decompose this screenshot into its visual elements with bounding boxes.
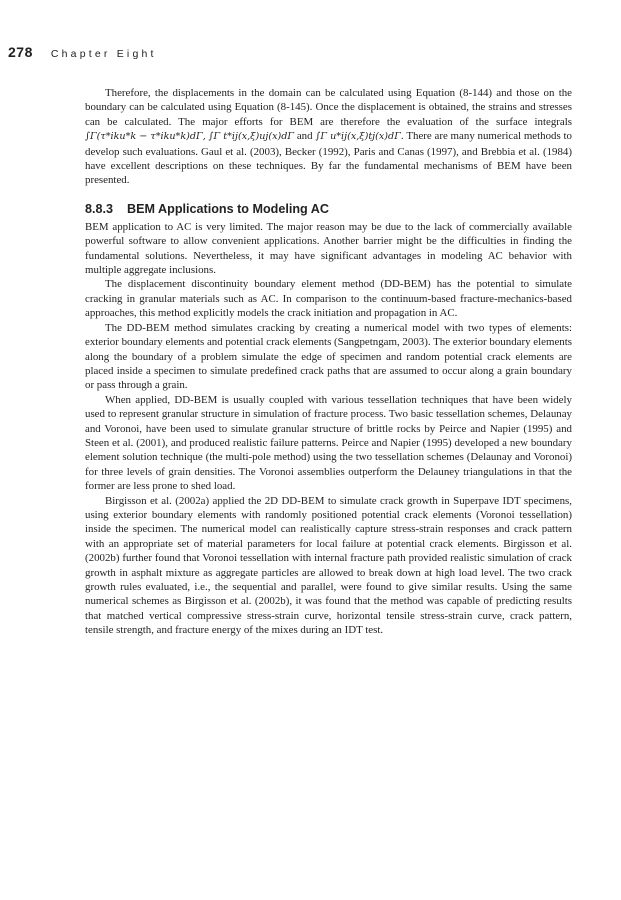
body-paragraph: BEM application to AC is very limited. The major reason may be due to the lack of commercially available powerful software to allow convenient applications. Another barrier might be the difficulties in finding the fundamental solutions. Nevertheless, it may have significant advantages in modeling AC behavior with multiple aggregate inclusions. bbox=[85, 220, 572, 277]
section-number: 8.8.3 bbox=[85, 201, 114, 216]
body-paragraph: Birgisson et al. (2002a) applied the 2D DD-BEM to simulate crack growth in Superpave IDT specimens, using exterior boundary elements with randomly positioned potential crack elements (Voronoi tessellation) inside the specimen. The numerical model can realistically capture stress-strain responses and crack pattern with an appropriate set of material parameters for local failure at potential crack elements. Birgisson et al. (2002b) further found that Voronoi tessellation with internal fracture path provided realistic simulation of crack growth in asphalt mixture as aggregate particles are allowed to break down at high load level. The two crack growth rules evaluated, i.e., the sequential and parallel, were found to give similar results. Using the same numerical schemes as Birgisson et al. (2002b), it was found that the method was capable of predicting results that matched vertical compressive stress-strain curve, horizontal tensile stress-strain curve, crack pattern, tensile strength, and fracture energy of the mixes during an IDT test. bbox=[85, 494, 572, 637]
page-body bbox=[85, 86, 572, 638]
body-paragraph: The DD-BEM method simulates cracking by creating a numerical model with two types of elements: exterior boundary elements and potential crack elements (Sangpetngam, 2003). The exterior boundary elements along the boundary of a problem simulate the edge of specimen and random potential crack elements are placed inside a specimen to simulate predefined crack paths that are assumed to occur along a grain boundary or pass through a grain. bbox=[85, 321, 572, 392]
surface-integral-1: ∫Γ(τ*iku*k − τ*iku*k)dΓ, bbox=[85, 131, 206, 143]
and-word: and bbox=[296, 130, 313, 143]
section-heading bbox=[85, 201, 572, 217]
section-title: BEM Applications to Modeling AC bbox=[127, 201, 329, 216]
intro-text-start: Therefore, the displacements in the domain can be calculated using Equation (8-144) and those on the boundary can be calculated using Equation (8-145). Once the displacement is obtained, the strains and stresses can be calculated. The major efforts for BEM are therefore the evaluation of the surface integrals bbox=[85, 87, 572, 128]
body-paragraph: When applied, DD-BEM is usually coupled with various tessellation techniques that have been widely used to represent granular structure in simulation of fracture process. Two basic tessellation schemes, Delaunay and Voronoi, have been used to simulate granular structure of brittle rocks by Peirce and Napier (1995) and Steen et al. (2001), and produced realistic failure patterns. Peirce and Napier (1995) developed a new boundary element solution technique (the multi-pole method) using the two tessellation schemes (Delaunay and Voronoi) for three levels of grain densities. The Voronoi assemblies outperform the Delauney triangulations in that the former are less prone to shed load. bbox=[85, 393, 572, 493]
surface-integral-3: ∫Γ u*ij(x,ξ)tj(x)dΓ bbox=[315, 131, 401, 143]
intro-paragraph bbox=[85, 86, 572, 188]
page-header bbox=[8, 44, 157, 64]
intro-text-end: . There are many numerical methods to develop such evaluations. Gaul et al. (2003), Becker (1992), Paris and Canas (1997), and Brebbia et al. (1984) have excellent descriptions on these techniques. By far the fundamental mechanisms of BEM have been presented. bbox=[85, 130, 572, 187]
surface-integral-2: ∫Γ t*ij(x,ξ)uj(x)dΓ bbox=[208, 131, 295, 143]
chapter-title: Chapter Eight bbox=[50, 48, 157, 60]
body-paragraph: The displacement discontinuity boundary element method (DD-BEM) has the potential to simulate cracking in granular materials such as AC. In comparison to the continuum-based fracture-mechanics-based approaches, this method explicitly models the crack initiation and propagation in AC. bbox=[85, 278, 572, 320]
page-number: 278 bbox=[8, 44, 33, 60]
